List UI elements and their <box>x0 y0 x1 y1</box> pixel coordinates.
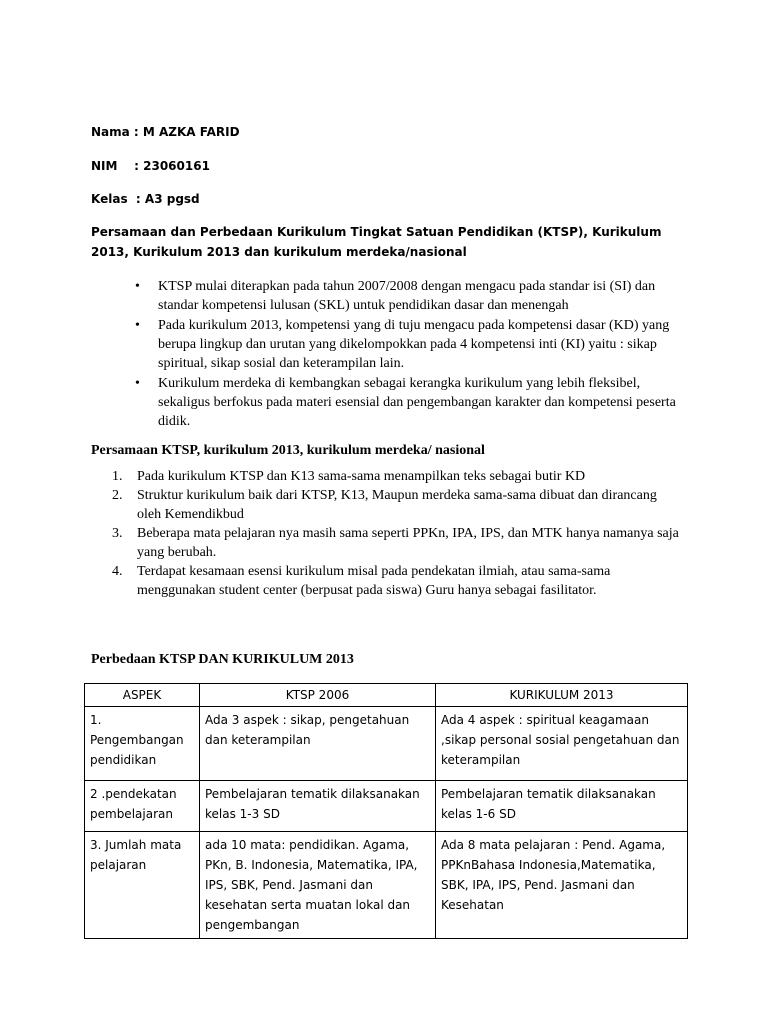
student-nim: NIM : 23060161 <box>91 159 210 173</box>
list-item: 1. Pada kurikulum KTSP dan K13 sama-sama menampilkan teks sebagai butir KD <box>112 469 586 484</box>
bullet-icon: • <box>135 376 140 391</box>
table-cell: ada 10 mata: pendidikan. Agama, PKn, B. Indonesia, Matematika, IPA, IPS, SBK, Pend. Jasmani dan kesehatan serta muatan lokal dan pengembangan <box>200 832 436 939</box>
table-cell: 1. Pengembangan pendidikan <box>85 707 200 781</box>
bullet-icon: • <box>135 318 140 333</box>
bullet-item: • Pada kurikulum 2013, kompetensi yang di tuju mengacu pada kompetensi dasar (KD) yang berupa lingkup dan urutan yang dikelompokkan pada 4 kompetensi inti (KI) yaitu : sikap spiritual, sikap sosial dan keterampilan lain. <box>135 318 670 371</box>
similarities-list <box>91 467 681 600</box>
list-item: 3. Beberapa mata pelajaran nya masih sama seperti PPKn, IPA, IPS, dan MTK hanya namanya saja yang berubah. <box>112 526 679 560</box>
comparison-table <box>84 683 688 939</box>
table-cell: 2 .pendekatan pembelajaran <box>85 781 200 832</box>
column-header: ASPEK <box>85 684 200 707</box>
similarities-heading: Persamaan KTSP, kurikulum 2013, kurikulum merdeka/ nasional <box>91 443 485 458</box>
table-row <box>85 707 688 781</box>
bullet-item: • KTSP mulai diterapkan pada tahun 2007/2008 dengan mengacu pada standar isi (SI) dan standar kompetensi lulusan (SKL) untuk pendidikan dasar dan menengah <box>135 279 656 313</box>
table-cell: Pembelajaran tematik dilaksanakan kelas 1-6 SD <box>436 781 688 832</box>
differences-heading: Perbedaan KTSP DAN KURIKULUM 2013 <box>91 652 354 667</box>
table-cell: Ada 3 aspek : sikap, pengetahuan dan keterampilan <box>200 707 436 781</box>
bullet-icon: • <box>135 279 140 294</box>
bullet-list <box>91 277 681 432</box>
list-item: 4. Terdapat kesamaan esensi kurikulum misal pada pendekatan ilmiah, atau sama-sama menggunakan student center (berpusat pada siswa) Guru hanya sebagai fasilitator. <box>112 564 611 598</box>
table-row <box>85 781 688 832</box>
table-header-row <box>85 684 688 707</box>
table-cell: Pembelajaran tematik dilaksanakan kelas 1-3 SD <box>200 781 436 832</box>
document-title: Persamaan dan Perbedaan Kurikulum Tingkat Satuan Pendidikan (KTSP), Kurikulum 2013, Kurikulum 2013 dan kurikulum merdeka/nasional <box>91 225 662 259</box>
table-row <box>85 832 688 939</box>
student-name: Nama : M AZKA FARID <box>91 125 240 139</box>
student-class: Kelas : A3 pgsd <box>91 192 200 206</box>
column-header: KURIKULUM 2013 <box>436 684 688 707</box>
list-item: 2. Struktur kurikulum baik dari KTSP, K13, Maupun merdeka sama-sama dibuat dan dirancang oleh Kemendikbud <box>112 488 657 522</box>
table-cell: Ada 4 aspek : spiritual keagamaan ,sikap personal sosial pengetahuan dan keterampilan <box>436 707 688 781</box>
table-cell: 3. Jumlah mata pelajaran <box>85 832 200 939</box>
column-header: KTSP 2006 <box>200 684 436 707</box>
table-cell: Ada 8 mata pelajaran : Pend. Agama, PPKnBahasa Indonesia,Matematika, SBK, IPA, IPS, Pend. Jasmani dan Kesehatan <box>436 832 688 939</box>
bullet-item: • Kurikulum merdeka di kembangkan sebagai kerangka kurikulum yang lebih fleksibel, sekaligus berfokus pada materi esensial dan pengembangan karakter dan kompetensi peserta didik. <box>135 376 676 429</box>
